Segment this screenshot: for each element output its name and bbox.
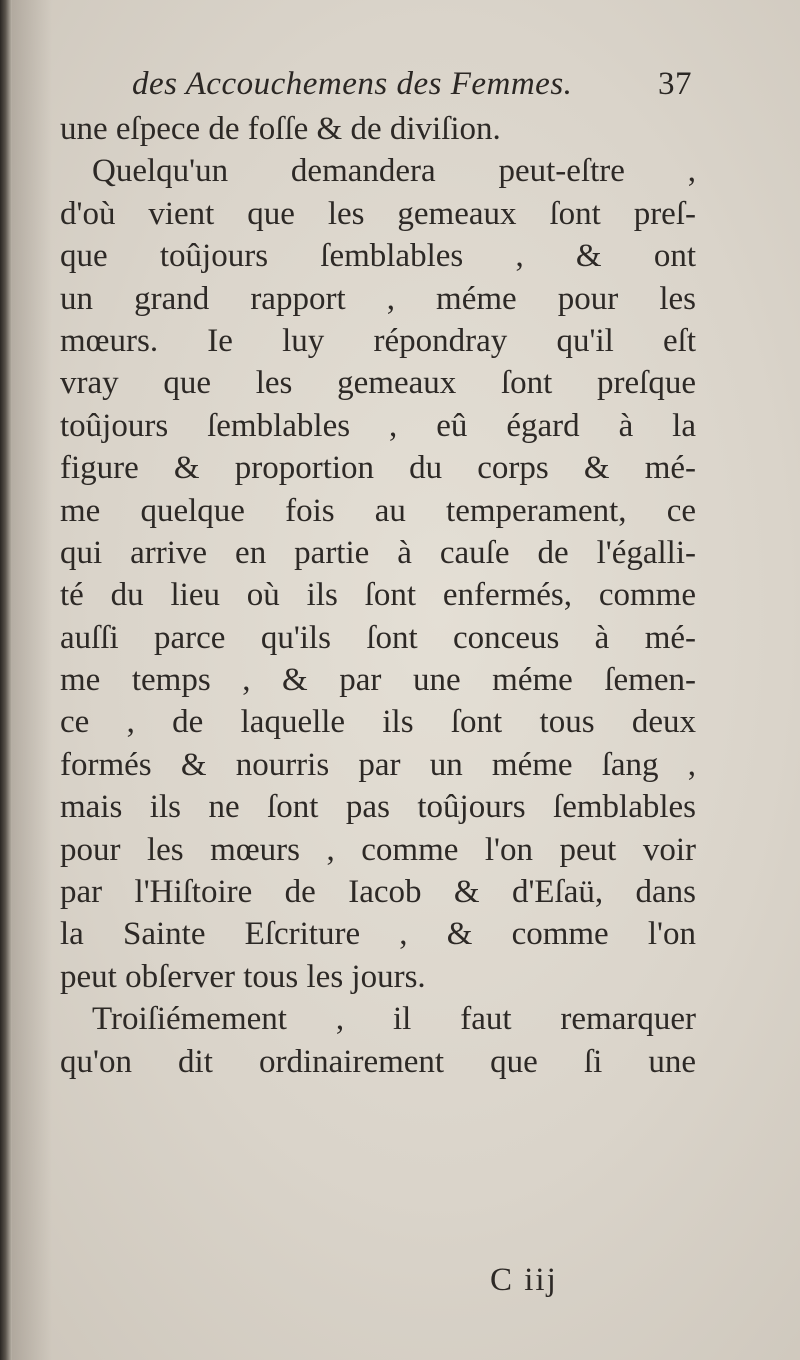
text-line: une eſpece de foſſe & de diviſion. — [60, 111, 501, 147]
text-line: Troiſiémement , il faut remarquer — [92, 1001, 696, 1038]
text-line: que toûjours ſemblables , & ont — [60, 238, 696, 275]
signature-mark: C iij — [490, 1262, 558, 1298]
text-block — [60, 108, 696, 1083]
page-number: 37 — [658, 66, 692, 102]
text-line: mœurs. Ie luy répondray qu'il eſt — [60, 322, 696, 359]
text-line: mais ils ne ſont pas toûjours ſemblables — [60, 789, 696, 826]
text-line: té du lieu où ils ſont enfermés, comme — [60, 577, 696, 614]
text-line: peut obſerver tous les jours. — [60, 958, 426, 995]
running-title: des Accouchemens des Femmes. — [132, 66, 573, 102]
text-line: d'où vient que les gemeaux ſont preſ- — [60, 195, 696, 232]
text-line: par l'Hiſtoire de Iacob & d'Eſaü, dans — [60, 874, 696, 911]
text-line: un grand rapport , méme pour les — [60, 280, 696, 317]
text-line: ce , de laquelle ils ſont tous deux — [60, 704, 696, 741]
text-line: me temps , & par une méme ſemen- — [60, 662, 696, 699]
text-line: qu'on dit ordinairement que ſi une — [60, 1043, 696, 1080]
text-line: toûjours ſemblables , eû égard à la — [60, 407, 696, 444]
running-header — [132, 66, 692, 103]
text-line: qui arrive en partie à cauſe de l'égalli- — [60, 534, 696, 571]
text-line: figure & proportion du corps & mé- — [60, 450, 696, 487]
text-line: Quelqu'un demandera peut-eſtre , — [92, 153, 696, 190]
text-line: auſſi parce qu'ils ſont conceus à mé- — [60, 619, 696, 656]
text-line: la Sainte Eſcriture , & comme l'on — [60, 916, 696, 953]
text-line: pour les mœurs , comme l'on peut voir — [60, 831, 696, 868]
page-binding-edge — [0, 0, 12, 1360]
text-line: me quelque fois au temperament, ce — [60, 492, 696, 529]
text-line: formés & nourris par un méme ſang , — [60, 746, 696, 783]
gutter-shadow — [12, 0, 52, 1360]
text-line: vray que les gemeaux ſont preſque — [60, 365, 696, 402]
